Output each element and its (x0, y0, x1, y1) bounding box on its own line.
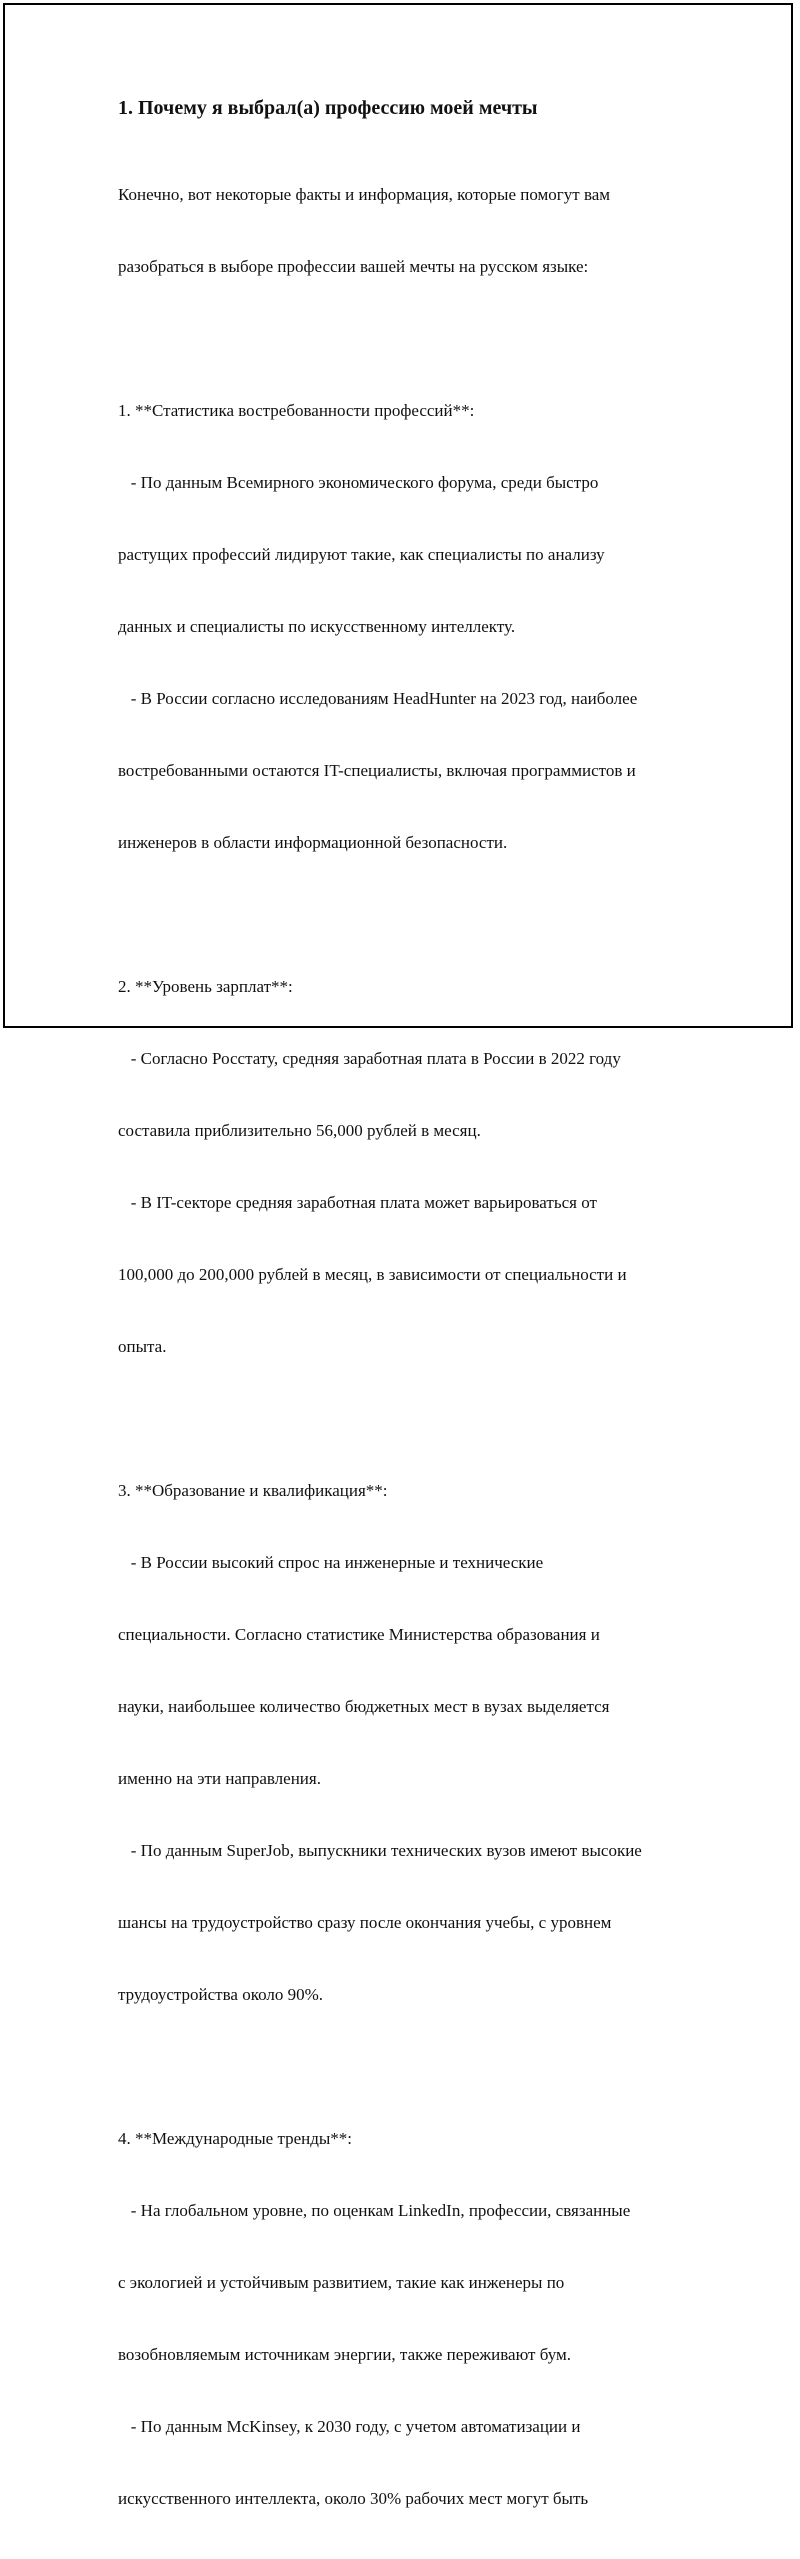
section-line: возобновляемым источникам энергии, также переживают бум. (118, 2345, 572, 2364)
section-statistics (118, 351, 698, 903)
section-line: 100,000 до 200,000 рублей в месяц, в зависимости от специальности и (118, 1265, 627, 1284)
section-line: - Согласно Росстату, средняя заработная плата в России в 2022 году (118, 1049, 621, 1068)
section-education (118, 1431, 698, 2055)
section-line: именно на эти направления. (118, 1769, 321, 1788)
section-line: опыта. (118, 1337, 167, 1356)
section-line: данных и специалисты по искусственному интеллекту. (118, 617, 516, 636)
section-salaries (118, 927, 698, 1407)
section-line: шансы на трудоустройство сразу после окончания учебы, с уровнем (118, 1913, 612, 1932)
document-body (118, 95, 698, 2559)
section-line: науки, наибольшее количество бюджетных мест в вузах выделяется (118, 1697, 610, 1716)
intro-line: Конечно, вот некоторые факты и информация, которые помогут вам (118, 185, 611, 204)
section-line: инженеров в области информационной безопасности. (118, 833, 508, 852)
section-line: растущих профессий лидируют такие, как специалисты по анализу (118, 545, 605, 564)
section-title: 2. **Уровень зарплат**: (118, 977, 293, 996)
intro-line: разобраться в выборе профессии вашей мечты на русском языке: (118, 257, 589, 276)
section-line: составила приблизительно 56,000 рублей в месяц. (118, 1121, 481, 1140)
section-line: - По данным Всемирного экономического форума, среди быстро (118, 473, 599, 492)
section-title: 4. **Международные тренды**: (118, 2129, 353, 2148)
section-line: - В России высокий спрос на инженерные и технические (118, 1553, 544, 1572)
document-heading: 1. Почему я выбрал(а) профессию моей мечты (118, 97, 538, 119)
section-line: - По данным SuperJob, выпускники технических вузов имеют высокие (118, 1841, 642, 1860)
section-international-trends (118, 2079, 698, 2559)
section-line: - В России согласно исследованиям HeadHunter на 2023 год, наиболее (118, 689, 638, 708)
section-line: востребованными остаются IT-специалисты, включая программистов и (118, 761, 636, 780)
section-title: 3. **Образование и квалификация**: (118, 1481, 388, 1500)
section-line: искусственного интеллекта, около 30% рабочих мест могут быть (118, 2489, 589, 2508)
intro-paragraph (118, 135, 698, 327)
section-line: - На глобальном уровне, по оценкам LinkedIn, профессии, связанные (118, 2201, 631, 2220)
section-line: - В IT-секторе средняя заработная плата может варьироваться от (118, 1193, 597, 1212)
section-line: трудоустройства около 90%. (118, 1985, 324, 2004)
section-line: специальности. Согласно статистике Министерства образования и (118, 1625, 600, 1644)
section-line: с экологией и устойчивым развитием, такие как инженеры по (118, 2273, 565, 2292)
section-line: - По данным McKinsey, к 2030 году, с учетом автоматизации и (118, 2417, 581, 2436)
section-title: 1. **Статистика востребованности профессий**: (118, 401, 475, 420)
